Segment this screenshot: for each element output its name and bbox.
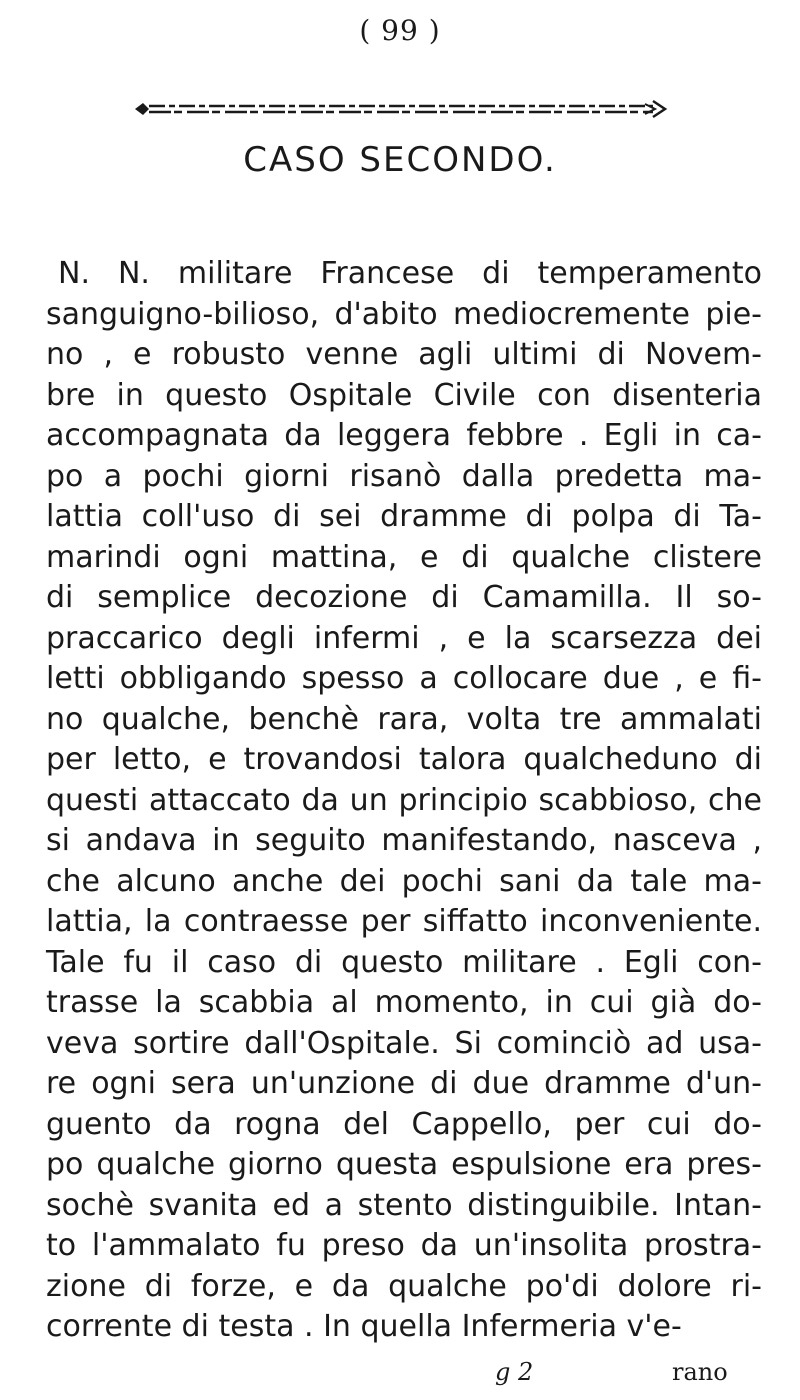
text-line: guento da rogna del Cappello, per cui do- bbox=[46, 1106, 762, 1142]
text-line: si andava in seguito manifestando, nasceva , bbox=[46, 823, 762, 858]
section-heading: CASO SECONDO. bbox=[243, 140, 557, 180]
text-line: praccarico degli infermi , e la scarsezza dei bbox=[46, 620, 762, 656]
catchword: rano bbox=[672, 1358, 728, 1386]
text-line: re ogni sera un'unzione di due dramme d'un- bbox=[46, 1066, 762, 1101]
text-line: lattia, la contraesse per siffatto inconveniente. bbox=[46, 904, 762, 939]
text-line: sanguigno-bilioso, d'abito mediocremente pie- bbox=[46, 296, 762, 332]
text-line: trasse la scabbia al momento, in cui già do- bbox=[46, 985, 762, 1020]
text-line: to l'ammalato fu preso da un'insolita prostra- bbox=[46, 1228, 762, 1263]
text-line: accompagnata da leggera febbre . Egli in ca- bbox=[46, 418, 762, 453]
text-line: corrente di testa . In quella Infermeria v'e- bbox=[46, 1309, 682, 1344]
text-line: zione di forze, e da qualche po'di dolore ri- bbox=[46, 1268, 762, 1304]
text-line: no qualche, benchè rara, volta tre ammalati bbox=[46, 701, 762, 737]
text-line: sochè svanita ed a stento distinguibile. Intan- bbox=[46, 1187, 762, 1223]
text-line: marindi ogni mattina, e di qualche clistere bbox=[46, 539, 762, 575]
signature-mark: g 2 bbox=[495, 1358, 534, 1386]
text-line: N. N. militare Francese di temperamento bbox=[58, 256, 762, 291]
text-line: bre in questo Ospitale Civile con disenteria bbox=[46, 377, 762, 413]
ornamental-rule-icon bbox=[135, 95, 670, 123]
text-line: per letto, e trovandosi talora qualcheduno di bbox=[46, 742, 762, 777]
text-line: letti obbligando spesso a collocare due , e fi- bbox=[46, 661, 762, 696]
text-line: questi attaccato da un principio scabbioso, che bbox=[46, 782, 762, 818]
text-line: po a pochi giorni risanò dalla predetta ma- bbox=[46, 458, 762, 494]
text-line: che alcuno anche dei pochi sani da tale ma- bbox=[46, 863, 762, 899]
text-line: lattia coll'uso di sei dramme di polpa di Ta- bbox=[46, 499, 762, 534]
text-line: Tale fu il caso di questo militare . Egli con- bbox=[46, 944, 762, 980]
page-footer bbox=[0, 1358, 800, 1390]
text-line: veva sortire dall'Ospitale. Si cominciò ad usa- bbox=[46, 1025, 762, 1061]
text-line: po qualche giorno questa espulsione era pres- bbox=[46, 1147, 762, 1182]
text-line: no , e robusto venne agli ultimi di Novem- bbox=[46, 337, 762, 372]
body-text bbox=[46, 254, 762, 1348]
text-line: di semplice decozione di Camamilla. Il so- bbox=[46, 580, 762, 615]
page-number: ( 99 ) bbox=[359, 14, 441, 47]
